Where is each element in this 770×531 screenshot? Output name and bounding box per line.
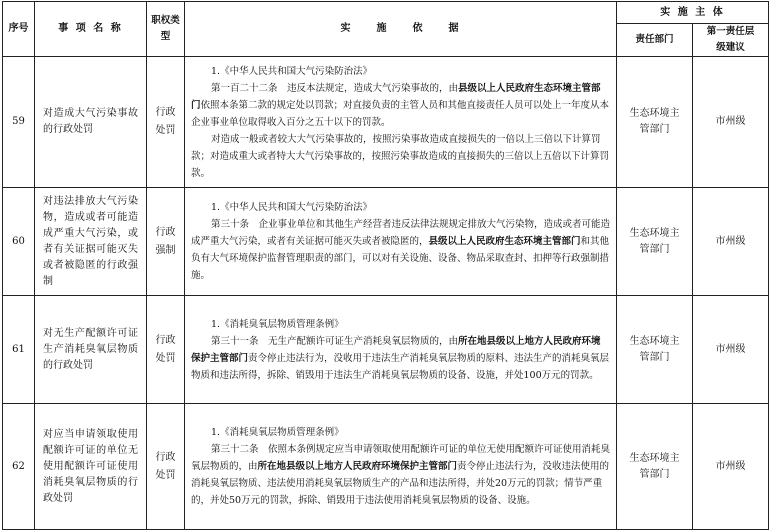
row-dept: 生态环境主管部门: [617, 404, 693, 530]
row-basis: [185, 296, 617, 404]
header-name: 事 项 名 称: [35, 2, 147, 57]
row-dept: 生态环境主管部门: [617, 188, 693, 296]
responsible-authority: 所在地县级以上地方人民政府环境保护主管部门: [257, 461, 458, 472]
row-seq: 61: [3, 296, 35, 404]
row-basis: [185, 404, 617, 530]
row-name: 对应当申请领取使用配额许可证的单位无使用配额许可证使用消耗臭氧层物质的行政处罚: [35, 404, 147, 530]
header-seq: 序号: [3, 2, 35, 57]
law-article: 第三十一条 无生产配额许可证生产消耗臭氧层物质的，由所在地县级以上地方人民政府环境保护主管部门责令停止违法行为，没收用于违法生产消耗臭氧层物质的原料、违法生产的消耗臭氧层物质和违法所得，拆除、销毁用于违法生产消耗臭氧层物质的设备、设施，并处100万元的罚款。: [191, 335, 610, 381]
row-level: 市州级: [693, 188, 769, 296]
row-seq: 62: [3, 404, 35, 530]
header-subject: 实 施 主 体: [617, 2, 769, 24]
row-basis: [185, 188, 617, 296]
power-list-table: [2, 1, 769, 530]
row-name: 对违法排放大气污染物，造成或者可能造成严重大气污染，或者有关证据可能灭失或者被隐匿的行政强制: [35, 188, 147, 296]
row-dept: 生态环境主管部门: [617, 57, 693, 188]
law-title: 1.《中华人民共和国大气污染防治法》: [211, 202, 373, 213]
law-title: 1.《消耗臭氧层物质管理条例》: [211, 427, 344, 438]
row-type: 行政处罚: [147, 296, 185, 404]
law-article-para: 对造成一般或者较大大气污染事故的，按照污染事故造成直接损失的一倍以上三倍以下计算罚款；对造成重大或者特大大气污染事故的，按照污染事故造成的直接损失的三倍以上五倍以下计算罚款。: [191, 133, 610, 179]
header-basis: 实 施 依 据: [185, 2, 617, 57]
row-level: 市州级: [693, 404, 769, 530]
table-row: [3, 296, 769, 404]
law-article: 第一百二十二条 违反本法规定，造成大气污染事故的，由县级以上人民政府生态环境主管部门依照本条第二款的规定处以罚款；对直接负责的主管人员和其他直接责任人员可以处上一年度从本企业事业单位取得收入百分之五十以下的罚款。: [191, 82, 610, 128]
row-seq: 60: [3, 188, 35, 296]
responsible-authority: 县级以上人民政府生态环境主管部门: [191, 82, 601, 111]
header-dept: 责任部门: [617, 24, 693, 57]
header-type: 职权类型: [147, 2, 185, 57]
row-level: 市州级: [693, 296, 769, 404]
row-name: 对造成大气污染事故的行政处罚: [35, 57, 147, 188]
table-row: [3, 404, 769, 530]
law-article: 第三十条 企业事业单位和其他生产经营者违反法律法规规定排放大气污染物，造成或者可能造成严重大气污染，或者有关证据可能灭失或者被隐匿的，县级以上人民政府生态环境主管部门和其他负有大气环境保护监督管理职责的部门，可以对有关设施、设备、物品采取查封、扣押等行政强制措施。: [191, 219, 611, 281]
law-article: 第三十二条 依照本条例规定应当申请领取使用配额许可证的单位无使用配额许可证使用消耗臭氧层物质的，由所在地县级以上地方人民政府环境保护主管部门责令停止违法行为，没收违法使用的消耗臭氧层物质、违法使用消耗臭氧层物质生产的产品和违法所得，并处20万元的罚款；情节严重的，并处50万元的罚款，拆除、销毁用于违法使用消耗臭氧层物质的设备、设施。: [191, 444, 611, 506]
law-title: 1.《消耗臭氧层物质管理条例》: [211, 318, 344, 330]
table-row: [3, 57, 769, 188]
header-level: 第一责任层级建议: [693, 24, 769, 57]
row-dept: 生态环境主管部门: [617, 296, 693, 404]
responsible-authority: 所在地县级以上地方人民政府环境保护主管部门: [191, 335, 601, 364]
row-basis: [185, 57, 617, 188]
row-type: 行政处罚: [147, 404, 185, 530]
row-type: 行政处罚: [147, 57, 185, 188]
row-seq: 59: [3, 57, 35, 188]
table-row: [3, 188, 769, 296]
row-name: 对无生产配额许可证生产消耗臭氧层物质的行政处罚: [35, 296, 147, 404]
row-type: 行政强制: [147, 188, 185, 296]
responsible-authority: 县级以上人民政府生态环境主管部门: [428, 236, 581, 247]
law-title: 1.《中华人民共和国大气污染防治法》: [211, 65, 373, 77]
row-level: 市州级: [693, 57, 769, 188]
